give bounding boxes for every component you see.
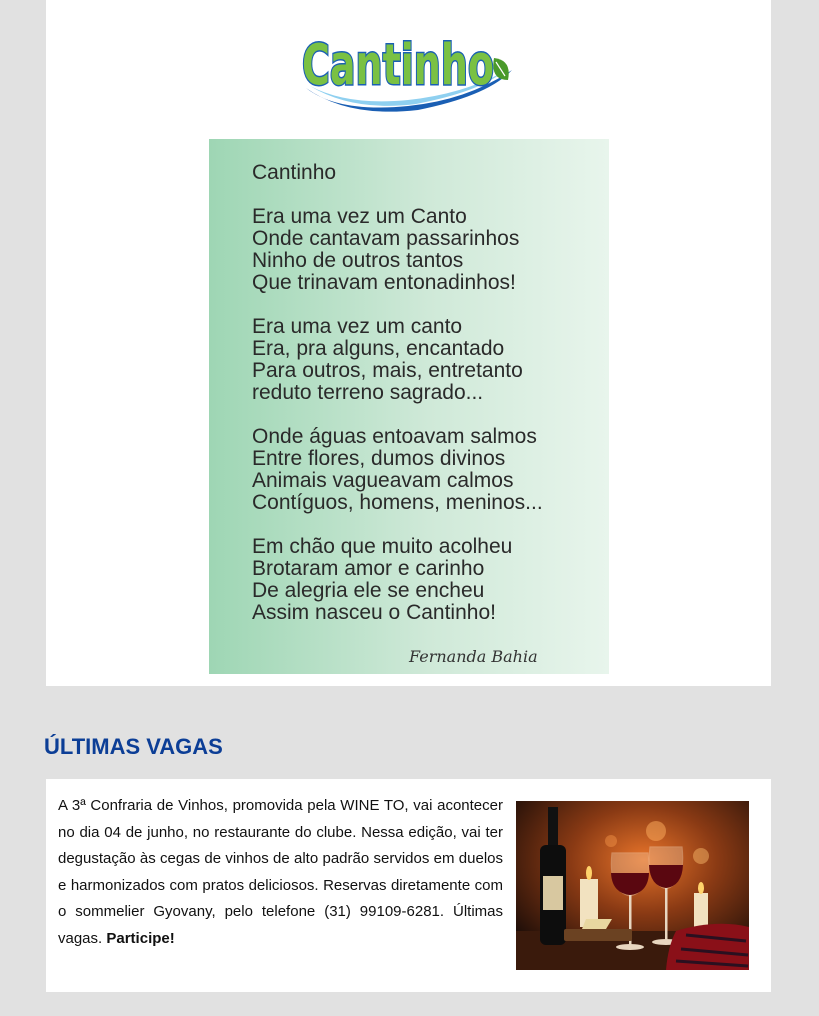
poem-line: Assim nasceu o Cantinho! [252,601,496,624]
poem-line: Em chão que muito acolheu [252,535,513,558]
article-card [46,779,771,992]
poem-line: Onde águas entoavam salmos [252,425,537,448]
poem-line: Para outros, mais, entretanto [252,359,523,382]
poem-line: Era uma vez um Canto [252,205,467,228]
article-body: A 3ª Confraria de Vinhos, promovida pela WINE TO, vai acontecer no dia 04 de junho, no restaurante do clube. Nessa edição, vai ter degustação às cegas de vinhos de alto padrão servidos em duelos e harmonizados com pratos deliciosos. Reservas diretamente com o sommelier Gyovany, pelo telefone (31) 99109-6281. Últimas vagas. [58,797,503,947]
poem-line: Onde cantavam passarinhos [252,227,520,250]
logo-text: Cantinho [302,33,494,98]
poem-line: Que trinavam entonadinhos! [252,271,516,294]
poem-line: Ninho de outros tantos [252,249,464,272]
poem-line: Entre flores, dumos divinos [252,447,506,470]
poem-stanza [252,536,602,624]
poem-line: Brotaram amor e carinho [252,557,485,580]
poem-stanza [252,316,602,404]
poem-author-signature: Fernanda Bahia [409,647,538,666]
poem-line: Contíguos, homens, meninos... [252,491,543,514]
poem-line: Animais vagueavam calmos [252,469,514,492]
poem-line: Era, pra alguns, encantado [252,337,505,360]
article-text [58,793,503,952]
article-cta: Participe! [106,929,175,947]
poem-stanza [252,206,602,294]
poem-line: Era uma vez um canto [252,315,463,338]
poem-box [209,139,609,674]
poem-line: De alegria ele se encheu [252,579,485,602]
section-title: ÚLTIMAS VAGAS [44,734,223,759]
poem-line: reduto terreno sagrado... [252,381,484,404]
poem-title: Cantinho [252,161,337,184]
poem-stanza [252,426,602,514]
wine-photo [516,801,749,970]
poem-card [46,0,771,686]
cantinho-logo [298,18,520,112]
poem-text [252,162,602,646]
